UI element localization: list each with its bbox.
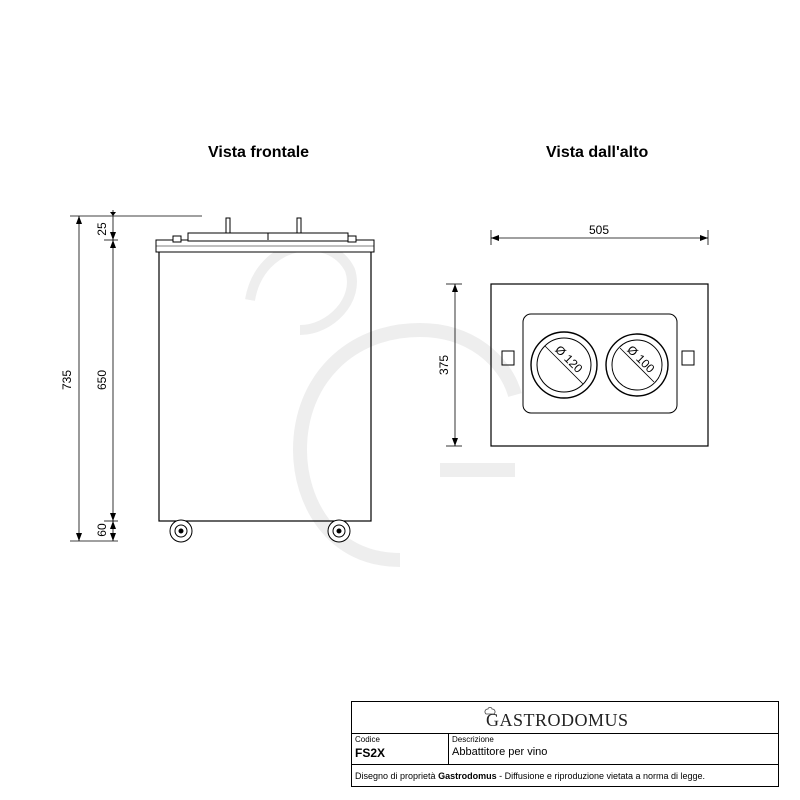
dim-wheel-height: 60 [95, 523, 109, 537]
notice-brand: Gastrodomus [438, 771, 497, 781]
code-cell [352, 733, 449, 765]
top-view-title: Vista dall'alto [546, 144, 649, 161]
top-outer [491, 284, 708, 446]
title-block-logo-row [352, 702, 778, 734]
knob-left [226, 218, 230, 233]
knob-right [297, 218, 301, 233]
ownership-notice [355, 771, 705, 781]
title-block [351, 701, 779, 787]
dim-body-height: 650 [95, 369, 109, 391]
dim-lid-height: 25 [95, 222, 109, 236]
hole-large [531, 332, 597, 398]
brand-logo: GASTRODOMUS [486, 710, 629, 730]
dim-overall-height: 735 [60, 369, 74, 391]
wheel-right [328, 520, 350, 542]
handle-right [682, 351, 694, 365]
code-value: FS2X [355, 746, 386, 760]
code-label: Codice [355, 735, 380, 744]
dim-depth: 375 [437, 354, 451, 376]
dim-width: 505 [588, 223, 610, 237]
description-label: Descrizione [452, 735, 494, 744]
top-dimension-lines [446, 230, 708, 446]
notice-prefix: Disegno di proprietà [355, 771, 439, 781]
front-view-title: Vista frontale [208, 144, 310, 161]
notice-suffix: - Diffusione e riproduzione vietata a norma di legge. [496, 771, 706, 781]
hole-large-label: Ø 120 [552, 342, 586, 376]
watermark-logo [250, 246, 515, 560]
top-view [491, 284, 708, 446]
hole-small-label: Ø 100 [624, 342, 658, 376]
wheel-left [170, 520, 192, 542]
description-value: Abbattitore per vino [452, 746, 548, 758]
front-body [159, 251, 371, 521]
description-cell [449, 733, 778, 765]
front-dimension-lines [70, 210, 202, 541]
